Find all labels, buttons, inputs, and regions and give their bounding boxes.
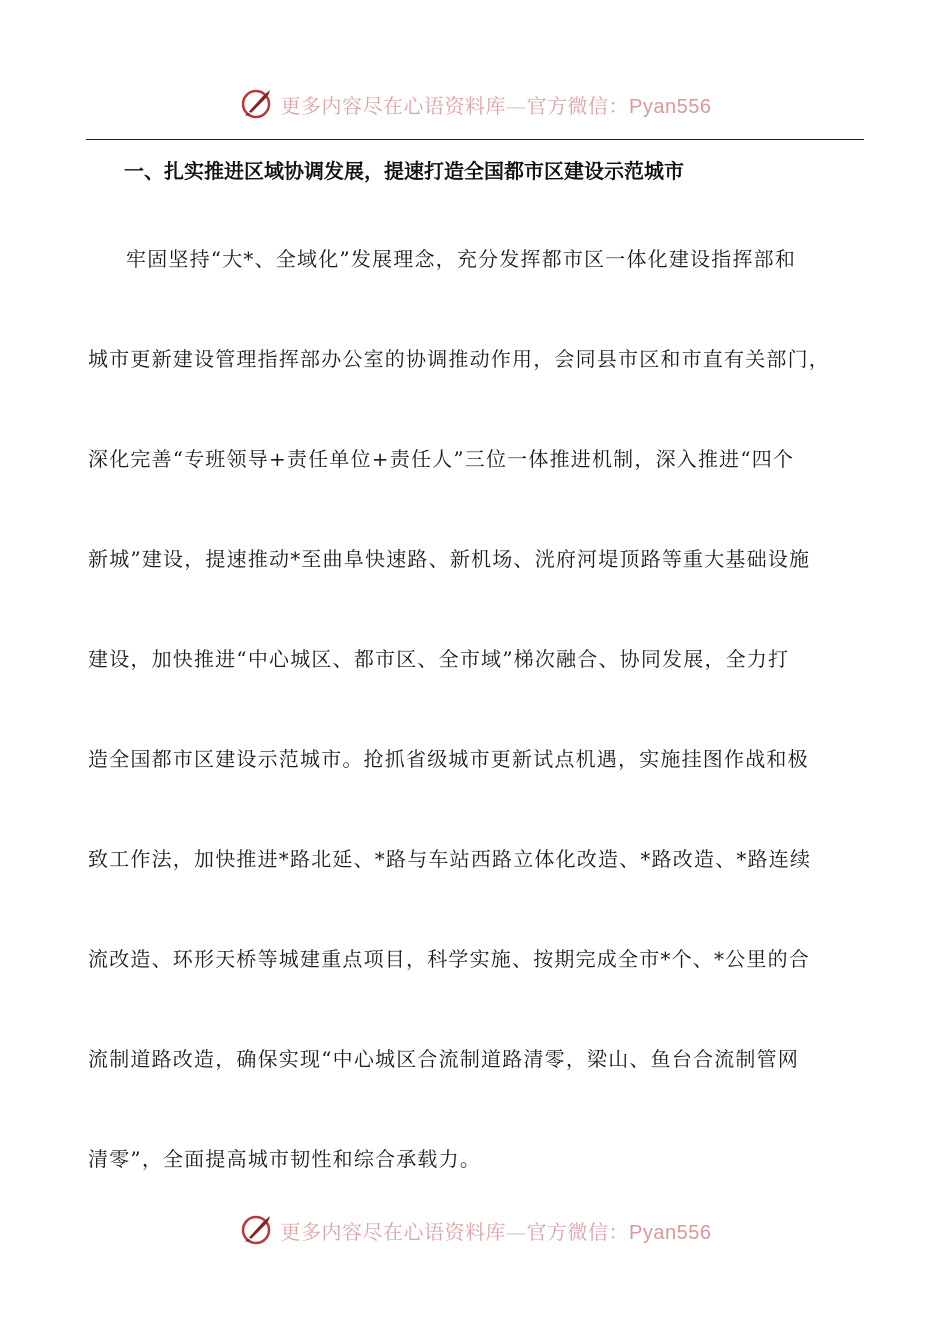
watermark-text: 更多内容尽在心语资料库—官方微信：Pyan556	[280, 1219, 712, 1244]
paragraph-line: 建设，加快推进“中心城区、都市区、全市域”梯次融合、协同发展，全力打	[88, 647, 790, 671]
header-watermark	[0, 84, 950, 124]
paragraph-line: 流制道路改造，确保实现“中心城区合流制道路清零，梁山、鱼台合流制管网	[88, 1047, 800, 1071]
paragraph-line: 牢固坚持“大*、全域化”发展理念，充分发挥都市区一体化建设指挥部和	[126, 247, 797, 271]
paragraph-line: 流改造、环形天桥等城建重点项目，科学实施、按期完成全市*个、*公里的合	[88, 947, 810, 971]
paragraph-line: 深化完善“专班领导+责任单位+责任人”三位一体推进机制，深入推进“四个	[88, 447, 795, 471]
paragraph-line: 清零”，全面提高城市韧性和综合承载力。	[88, 1147, 482, 1171]
quill-logo-icon	[239, 87, 273, 121]
footer-watermark	[0, 1210, 950, 1250]
paragraph-line: 城市更新建设管理指挥部办公室的协调推动作用，会同县市区和市直有关部门，	[88, 347, 830, 371]
paragraph-line: 致工作法，加快推进*路北延、*路与车站西路立体化改造、*路改造、*路连续	[88, 847, 812, 871]
body-paragraph	[88, 240, 863, 1240]
section-heading: 一、扎实推进区域协调发展，提速打造全国都市区建设示范城市	[124, 159, 684, 183]
quill-logo-icon	[239, 1213, 273, 1247]
watermark-text: 更多内容尽在心语资料库—官方微信：Pyan556	[280, 93, 712, 118]
paragraph-line: 造全国都市区建设示范城市。抢抓省级城市更新试点机遇，实施挂图作战和极	[88, 747, 809, 771]
header-divider	[86, 139, 864, 140]
paragraph-line: 新城”建设，提速推动*至曲阜快速路、新机场、洸府河堤顶路等重大基础设施	[88, 547, 811, 571]
